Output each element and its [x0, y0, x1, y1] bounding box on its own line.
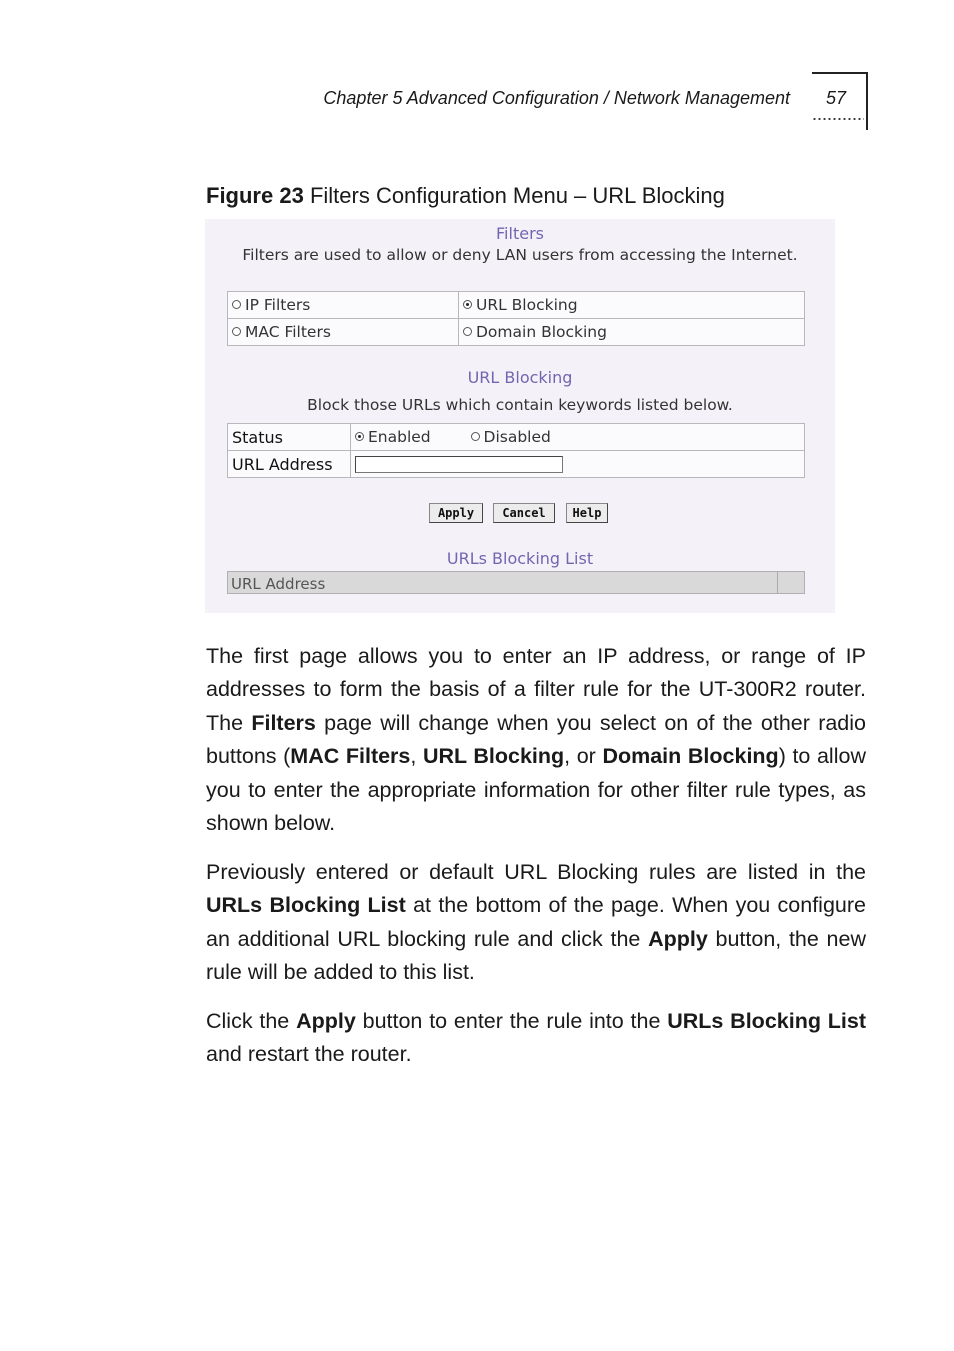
text: button to enter the rule into the: [355, 1009, 668, 1033]
text: Click the: [206, 1009, 297, 1033]
filter-option-url[interactable]: [459, 292, 805, 319]
paragraph-3: [206, 1005, 866, 1072]
bold-text: URLs Blocking List: [667, 1009, 866, 1033]
status-label: Status: [228, 424, 351, 451]
radio-icon[interactable]: [232, 300, 241, 309]
text: ) to allow you to enter the appropriate information for other filter rule types, as shown below.: [206, 744, 866, 836]
urls-blocking-list-title: URLs Blocking List: [446, 549, 594, 568]
corner-dots: [812, 116, 864, 122]
corner-rule-horizontal: [812, 72, 868, 74]
text: page will change when you select on of the other radio buttons (: [206, 710, 867, 769]
radio-selected-icon[interactable]: [463, 300, 472, 309]
text: ,: [410, 744, 423, 769]
filter-option-label: IP Filters: [245, 296, 311, 314]
corner-rule-vertical: [866, 72, 868, 130]
status-options: [351, 424, 805, 451]
text: at the bottom of the page. When you configure an additional URL blocking rule and click the: [206, 893, 866, 951]
filter-type-table: [227, 291, 805, 346]
list-column-separator: [777, 572, 778, 593]
help-button[interactable]: Help: [566, 503, 608, 523]
urls-blocking-list-header: [227, 571, 805, 594]
text: , or: [564, 744, 603, 769]
url-blocking-form: [227, 423, 805, 478]
figure-caption: [206, 183, 725, 209]
bold-text: Apply: [648, 926, 708, 951]
radio-selected-icon[interactable]: [355, 432, 364, 441]
figure-label: Figure 23: [206, 183, 304, 208]
radio-icon[interactable]: [232, 327, 241, 336]
status-enabled-label: Enabled: [368, 428, 431, 446]
page-number: 57: [826, 88, 847, 108]
list-column-url-address: URL Address: [231, 575, 326, 593]
status-disabled-label: Disabled: [483, 428, 551, 446]
paragraph-2: [206, 856, 866, 990]
text: Previously entered or default URL Blocking rules are listed in the: [206, 860, 866, 884]
filter-option-label: Domain Blocking: [476, 323, 607, 341]
bold-text: Domain Blocking: [602, 744, 779, 769]
filters-screenshot: [205, 219, 835, 613]
url-blocking-description: Block those URLs which contain keywords listed below.: [307, 396, 733, 414]
bold-text: MAC Filters: [290, 744, 411, 769]
url-address-cell: [351, 451, 805, 478]
bold-text: Filters: [251, 710, 316, 735]
paragraph-1: [206, 640, 866, 840]
running-header: Chapter 5 Advanced Configuration / Network Management: [323, 88, 790, 108]
filters-title: Filters: [496, 224, 544, 243]
filter-option-label: MAC Filters: [245, 323, 331, 341]
bold-text: Apply: [296, 1009, 356, 1033]
cancel-button[interactable]: Cancel: [493, 503, 555, 523]
url-address-label: URL Address: [228, 451, 351, 478]
status-enabled-option[interactable]: [355, 428, 431, 446]
text: The first page allows you to enter an IP address, or range of IP addresses to form the basis of a filter rule for the UT-300R2 router. The: [206, 644, 866, 735]
filter-option-domain[interactable]: [459, 319, 805, 346]
figure-title: Filters Configuration Menu – URL Blocking: [309, 183, 725, 208]
text: and restart the router.: [206, 1042, 412, 1067]
status-disabled-option[interactable]: [471, 428, 551, 446]
filter-option-label: URL Blocking: [476, 296, 578, 314]
url-blocking-title: URL Blocking: [467, 368, 573, 387]
filters-description: Filters are used to allow or deny LAN users from accessing the Internet.: [242, 246, 798, 264]
filter-option-mac[interactable]: [228, 319, 459, 346]
apply-button[interactable]: Apply: [429, 503, 483, 523]
radio-icon[interactable]: [463, 327, 472, 336]
radio-icon[interactable]: [471, 432, 480, 441]
bold-text: URLs Blocking List: [206, 893, 406, 918]
text: button, the new rule will be added to this list.: [206, 926, 866, 985]
filter-option-ip[interactable]: [228, 292, 459, 319]
bold-text: URL Blocking: [422, 744, 565, 769]
url-address-input[interactable]: [355, 456, 563, 473]
